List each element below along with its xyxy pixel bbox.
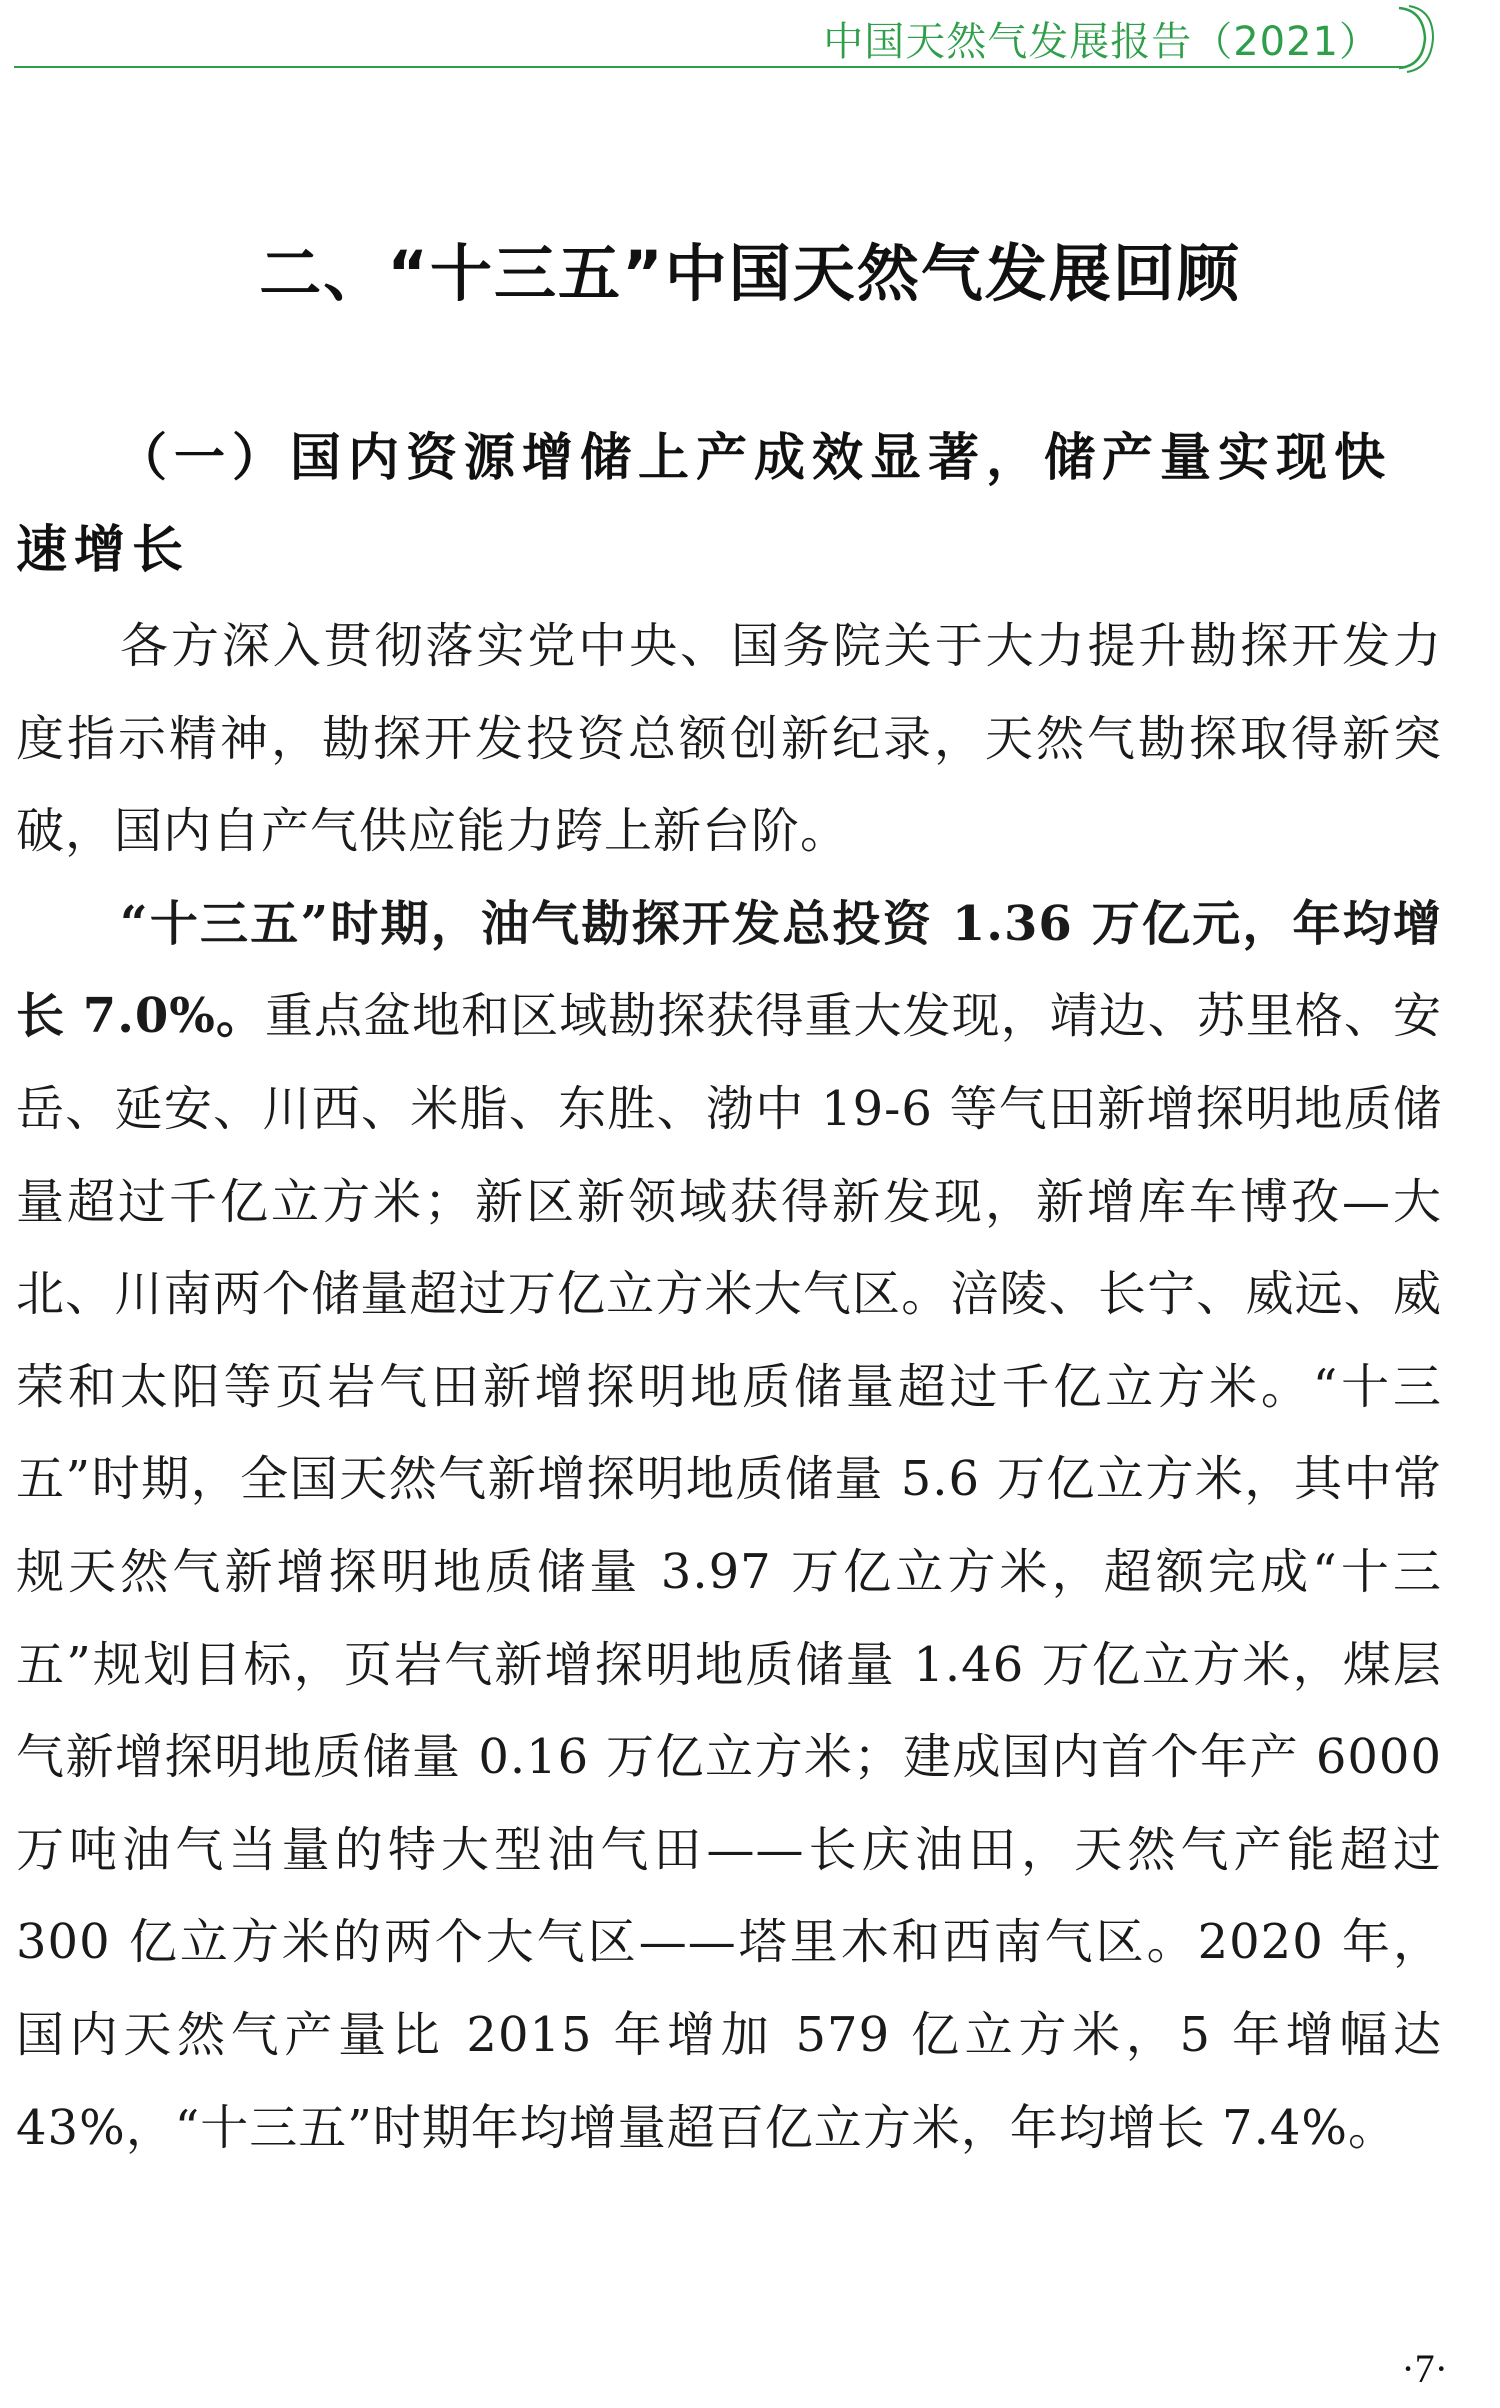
paragraph-2-lead: “十三五”时期，油气勘探开发总投资 1.36 万亿元，年均增长 7.0%。	[16, 895, 1442, 1045]
header-bracket-decoration	[1395, 4, 1435, 76]
body-text	[16, 600, 1442, 2174]
paragraph-1	[16, 600, 1442, 878]
paragraph-2	[16, 878, 1442, 2174]
paragraph-1-text: 各方深入贯彻落实党中央、国务院关于大力提升勘探开发力度指示精神，勘探开发投资总额创新纪录，天然气勘探取得新突破，国内自产气供应能力跨上新台阶。	[16, 618, 1442, 860]
chapter-title: 二、“十三五”中国天然气发展回顾	[259, 237, 1241, 310]
section-heading: （一）国内资源增储上产成效显著，储产量实现快速增长	[16, 428, 1393, 580]
page-number: ·7·	[1401, 2346, 1448, 2391]
paragraph-2-text: 重点盆地和区域勘探获得重大发现，靖边、苏里格、安岳、延安、川西、米脂、东胜、渤中 19-6 等气田新增探明地质储量超过千亿立方米；新区新领域获得新发现，新增库车博孜—大北、川南两个储量超过万亿立方米大气区。涪陵、长宁、威远、威荣和太阳等页岩气田新增探明地质储量超过千亿立方米。“十三五”时期，全国天然气新增探明地质储量 5.6 万亿立方米，其中常规天然气新增探明地质储量 3.97 万亿立方米，超额完成“十三五”规划目标，页岩气新增探明地质储量 1.46 万亿立方米，煤层气新增探明地质储量 0.16 万亿立方米；建成国内首个年产 6000 万吨油气当量的特大型油气田——长庆油田，天然气产能超过 300 亿立方米的两个大气区——塔里木和西南气区。2020 年，国内天然气产量比 2015 年增加 579 亿立方米，5 年增幅达 43%，“十三五”时期年均增量超百亿立方米，年均增长 7.4%。	[16, 988, 1442, 2156]
running-header	[0, 0, 1500, 90]
header-title: 中国天然气发展报告（2021）	[823, 19, 1380, 65]
